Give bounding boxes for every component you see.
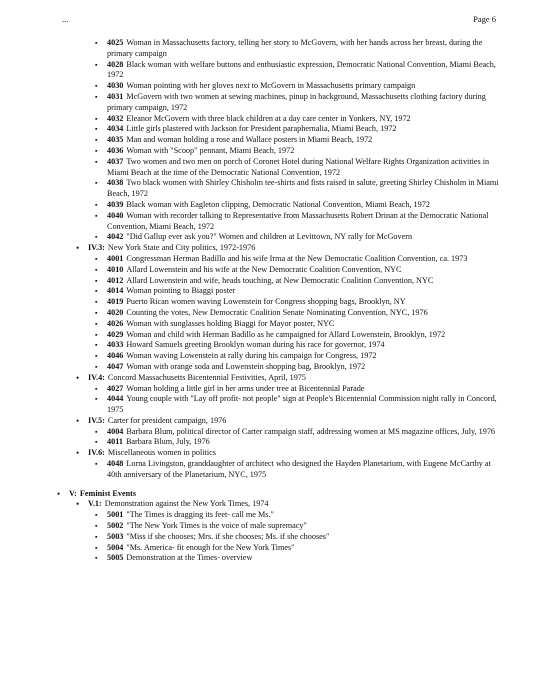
list-item — [107, 146, 502, 157]
subsection-title: Carter for president campaign, 1976 — [107, 415, 227, 425]
subsection-code: IV.3: — [88, 243, 105, 253]
subsection — [88, 499, 508, 564]
item-description: Eleanor McGovern with three black children at a day care center in Yonkers, NY, 1972 — [126, 113, 411, 123]
list-item — [107, 254, 502, 265]
item-description: Black woman with welfare buttons and enthusiastic expression, Democratic National Convention, Miami Beach, 1972 — [107, 59, 496, 80]
item-code: 4004 — [107, 426, 124, 436]
subsection-code: V.1: — [88, 499, 102, 509]
item-code: 4031 — [107, 91, 124, 101]
list-item — [107, 394, 502, 416]
item-description: Woman with "Scoop" pennant, Miami Beach, 1972 — [126, 145, 295, 155]
item-code: 4035 — [107, 135, 124, 145]
list-item — [107, 362, 502, 373]
item-code: 5002 — [107, 521, 124, 531]
list-item — [107, 437, 502, 448]
list-item — [107, 340, 502, 351]
item-code: 4034 — [107, 124, 124, 134]
item-code: 4044 — [107, 394, 124, 404]
subsection-heading — [88, 243, 255, 252]
item-description: Woman waving Lowenstein at rally during his campaign for Congress, 1972 — [126, 351, 377, 361]
subsection-title: Concord Massachusetts Bicentennial Festivities, April, 1975 — [107, 372, 306, 382]
list-item — [107, 286, 502, 297]
item-description: Black woman with Eagleton clipping, Democratic National Convention, Miami Beach, 1972 — [126, 199, 430, 209]
subsection-heading — [88, 373, 306, 382]
item-description: Woman with recorder talking to Representative from Massachusetts Robert Drinan at the Democratic National Convention, Miami Beach, 1972 — [107, 210, 489, 231]
item-description: Lorna Livingston, granddaughter of architect who designed the Hayden Planetarium, with Eugene McCarthy at 40th anniversary of the Planetarium, NYC, 1975 — [107, 459, 491, 479]
item-description: McGovern with two women at sewing machines, pinup in background, Massachusetts clothing factory during primary campaign, 1972 — [107, 91, 486, 112]
item-description: "The Times is dragging its feet- call me Ms." — [126, 510, 274, 520]
section-heading — [69, 489, 136, 498]
item-description: Woman with sunglasses holding Biaggi for Mayor poster, NYC — [126, 318, 335, 328]
item-code: 4014 — [107, 286, 124, 296]
list-item — [107, 211, 502, 233]
item-code: 4033 — [107, 340, 124, 350]
item-description: Young couple with "Lay off profit- not people" sign at People's Bicentennial Commission night rally in Concord, 1975 — [107, 394, 497, 415]
item-description: Counting the votes, New Democratic Coalition Senate Nominating Convention, NYC, 1976 — [126, 307, 428, 317]
item-code: 5003 — [107, 531, 124, 541]
item-description: Demonstration at the Times- overview — [126, 553, 253, 563]
list-item — [107, 124, 502, 135]
list-item — [107, 427, 502, 438]
list-item — [107, 319, 502, 330]
subsection-code: IV.4: — [88, 372, 105, 382]
item-description: Allard Lowenstein and wife, heads touching, at New Democratic Coalition Convention, NYC — [126, 275, 434, 285]
item-description: Barbara Blum, political director of Carter campaign staff, addressing women at MS magazine offices, July, 1976 — [126, 426, 496, 436]
list-item — [107, 384, 502, 395]
item-code: 4010 — [107, 264, 124, 274]
item-code: 4048 — [107, 459, 124, 469]
list-item — [107, 510, 502, 521]
item-description: Puerto Rican women waving Lowenstein for Congress shopping bags, Brooklyn, NY — [126, 297, 406, 307]
item-description: Howard Samuels greeting Brooklyn woman during his race for governor, 1974 — [126, 340, 385, 350]
item-code: 4001 — [107, 253, 124, 263]
item-code: 4011 — [107, 437, 123, 447]
item-description: Two black women with Shirley Chisholm tee-shirts and fists raised in salute, greeting Shirley Chisholm in Miami Beach, 1972 — [107, 178, 499, 199]
list-item — [107, 308, 502, 319]
subsection-list — [88, 499, 508, 564]
header-left: ... — [62, 14, 69, 24]
item-code: 5001 — [107, 510, 124, 520]
item-code: 4027 — [107, 383, 124, 393]
subsection — [88, 416, 508, 448]
item-code: 4032 — [107, 113, 124, 123]
item-description: Man and woman holding a rose and Wallace posters in Miami Beach, 1972 — [126, 135, 373, 145]
item-description: Two women and two men on porch of Coronet Hotel during National Welfare Rights Organization activities in Miami Beach at the time of the Democratic National Convention, 1972 — [107, 156, 490, 177]
subsection-heading — [88, 499, 268, 508]
subsection — [88, 243, 508, 373]
list-item — [107, 232, 502, 243]
subsection-title: New York State and City politics, 1972-1976 — [107, 243, 256, 253]
item-code: 4047 — [107, 361, 124, 371]
subsection — [88, 373, 508, 416]
item-description: "Miss if she chooses; Mrs. if she chooses; Ms. if she chooses" — [126, 531, 330, 541]
list-item — [107, 543, 502, 554]
list-item — [107, 38, 502, 60]
item-code: 4026 — [107, 318, 124, 328]
item-description: Woman pointing to Biaggi poster — [126, 286, 236, 296]
page-header — [0, 14, 540, 30]
subsection-list — [88, 243, 508, 481]
list-item — [107, 459, 502, 481]
item-description: Woman pointing with her gloves next to McGovern in Massachusetts primary campaign — [126, 81, 416, 91]
section — [69, 489, 509, 565]
subsection — [88, 448, 508, 480]
item-description: Congressman Herman Badillo and his wife Irma at the New Democratic Coalition Convention, ca. 1973 — [126, 253, 468, 263]
subsection-title: Miscellaneous women in politics — [107, 448, 216, 458]
item-code: 5004 — [107, 542, 124, 552]
subsection-code: IV.6: — [88, 448, 105, 458]
subsection-heading — [88, 416, 226, 425]
item-code: 4036 — [107, 145, 124, 155]
item-code: 4028 — [107, 59, 124, 69]
item-description: "Did Gallup ever ask you?" Women and children at Levittown, NY rally for McGovern — [126, 232, 413, 242]
item-code: 4039 — [107, 199, 124, 209]
item-code: 4029 — [107, 329, 124, 339]
section-title: Feminist Events — [79, 488, 137, 498]
item-code: 5005 — [107, 553, 124, 563]
item-code: 4012 — [107, 275, 124, 285]
item-description: Little girls plastered with Jackson for President paraphernalia, Miami Beach, 1972 — [126, 124, 397, 134]
item-list — [107, 510, 502, 564]
list-item — [107, 330, 502, 341]
item-code: 4040 — [107, 210, 124, 220]
list-item — [107, 351, 502, 362]
item-code: 4042 — [107, 232, 124, 242]
list-item — [107, 532, 502, 543]
list-item — [107, 157, 502, 179]
list-item — [107, 521, 502, 532]
page-number: Page 6 — [473, 14, 496, 24]
continued-list — [107, 38, 502, 243]
item-description: Barbara Blum, July, 1976 — [125, 437, 210, 447]
list-item — [107, 60, 502, 82]
list-item — [107, 297, 502, 308]
list-item — [107, 92, 502, 114]
item-code: 4046 — [107, 351, 124, 361]
list-item — [107, 553, 502, 564]
subsection-code: IV.5: — [88, 415, 105, 425]
item-list — [107, 427, 502, 449]
item-list — [107, 254, 502, 373]
content — [0, 38, 540, 564]
list-item — [107, 81, 502, 92]
item-description: Woman and child with Herman Badillo as he campaigned for Allard Lowenstein, Brooklyn, 1972 — [126, 329, 446, 339]
subsection-heading — [88, 448, 216, 457]
item-list — [107, 459, 502, 481]
item-code: 4020 — [107, 307, 124, 317]
section-code: V: — [69, 488, 77, 498]
list-item — [107, 265, 502, 276]
item-description: Woman with orange soda and Lowenstein shopping bag, Brooklyn, 1972 — [126, 361, 366, 371]
item-description: Allard Lowenstein and his wife at the New Democratic Coalition Convention, NYC — [126, 264, 402, 274]
list-item — [107, 276, 502, 287]
item-description: Woman in Massachusetts factory, telling her story to McGovern, with her hands across her breast, during the primary campaign — [107, 38, 483, 58]
list-item — [107, 200, 502, 211]
list-item — [107, 135, 502, 146]
item-description: "The New York Times is the voice of male supremacy" — [126, 521, 307, 531]
subsection-title: Demonstration against the New York Times, 1974 — [104, 499, 269, 509]
list-item — [107, 114, 502, 125]
section-list — [69, 489, 509, 565]
item-code: 4019 — [107, 297, 124, 307]
item-code: 4025 — [107, 38, 124, 47]
item-description: "Ms. America- fit enough for the New York Times" — [126, 542, 295, 552]
item-description: Woman holding a little girl in her arms under tree at Bicentennial Parade — [126, 383, 365, 393]
item-code: 4037 — [107, 156, 124, 166]
item-list — [107, 384, 502, 416]
item-code: 4030 — [107, 81, 124, 91]
list-item — [107, 178, 502, 200]
item-code: 4038 — [107, 178, 124, 188]
